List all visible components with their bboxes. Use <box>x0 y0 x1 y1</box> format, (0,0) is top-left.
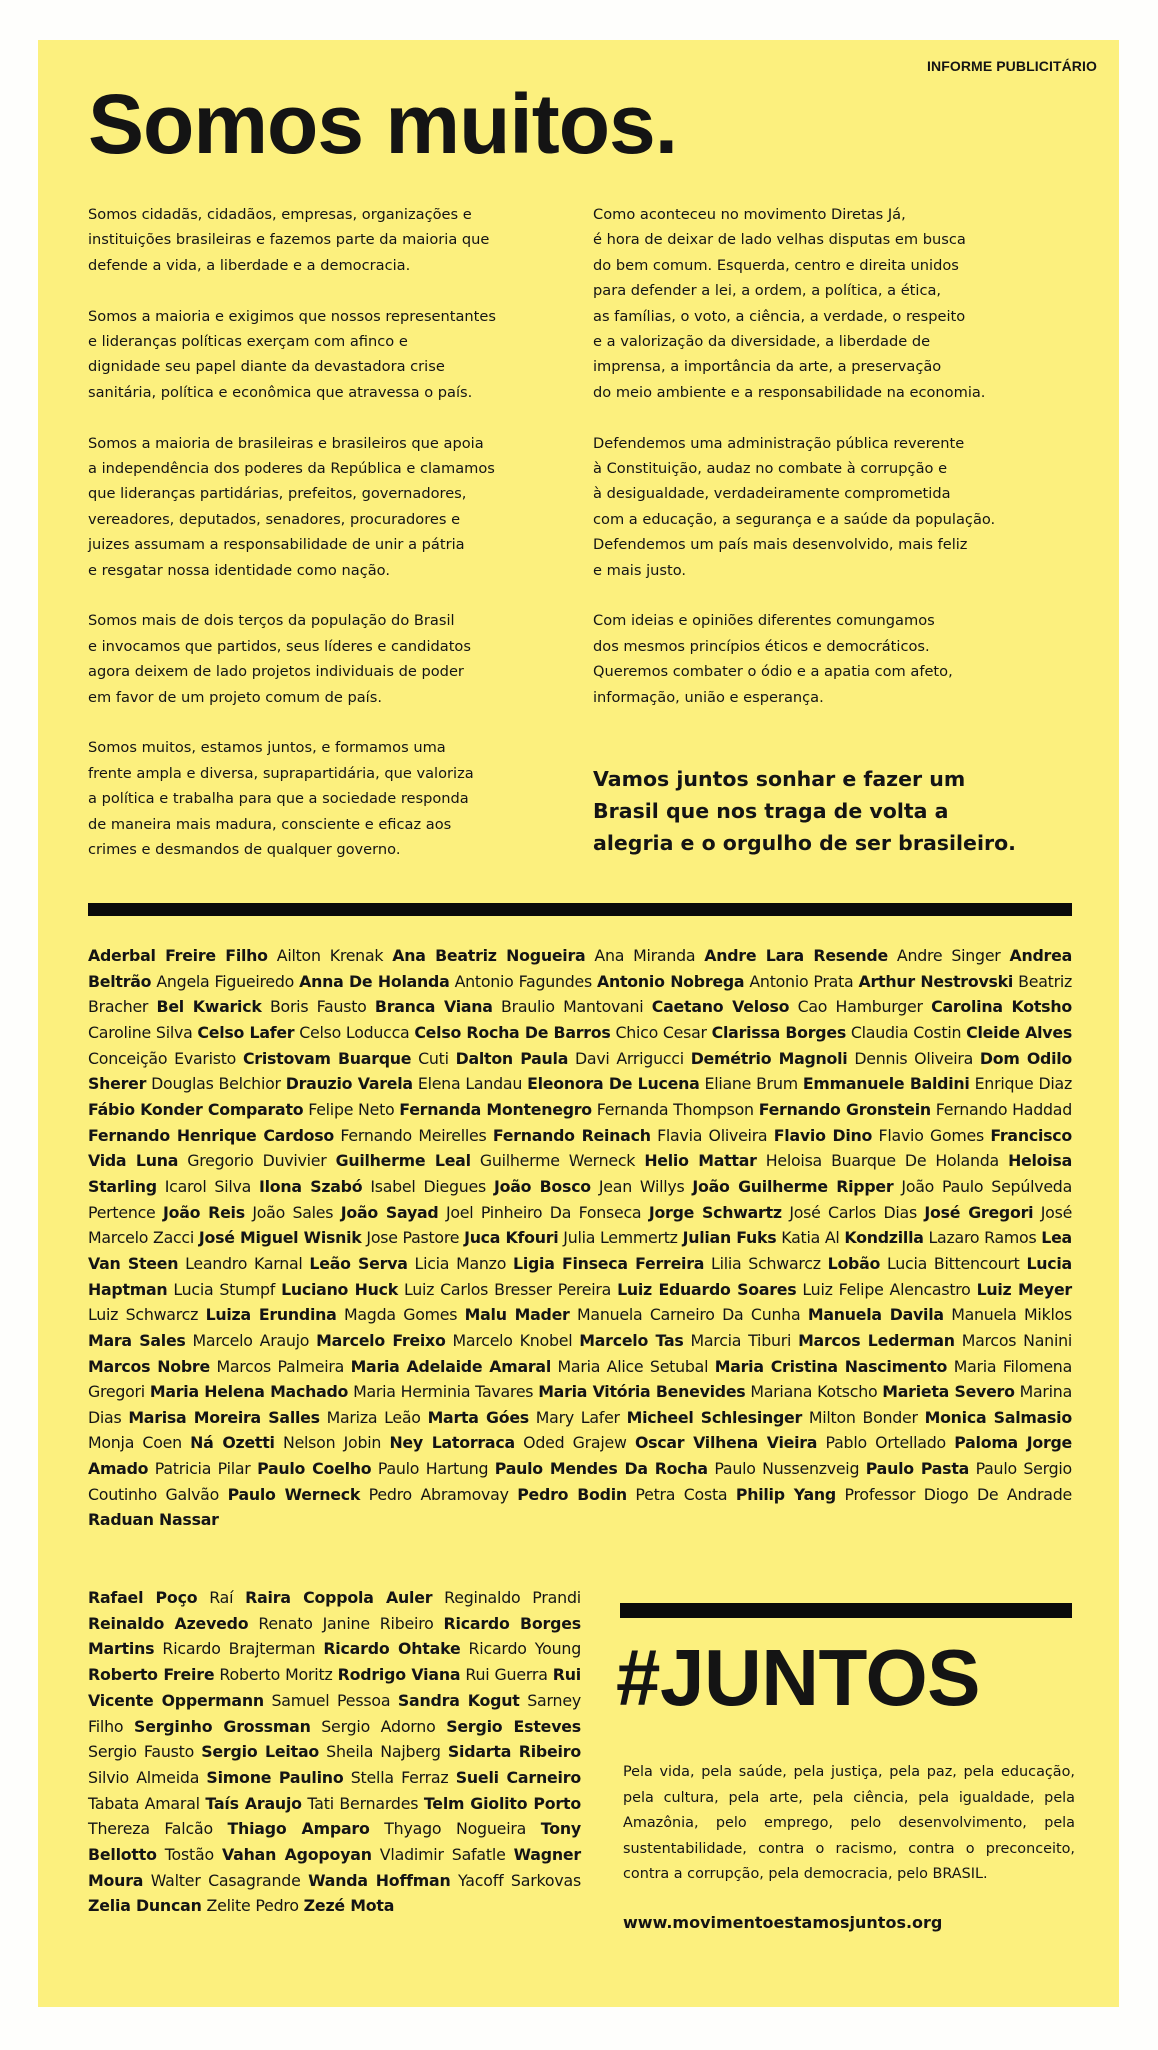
signatory-name: Marcelo Freixo <box>316 1330 446 1350</box>
signatory-name: Flavio Gomes <box>878 1125 984 1145</box>
signatory-name: Maria Herminia Tavares <box>353 1382 534 1402</box>
signatory-name: Andre Singer <box>896 946 1001 965</box>
signatory-name: Caroline Silva <box>88 1022 193 1042</box>
advertisement-page <box>38 40 1119 2007</box>
manifesto-paragraph: Somos a maioria de brasileiras e brasileiros que apoia a independência dos poderes da República e clamamos que lideranças partidárias, prefeitos, governadores, vereadores, deputados, senadores, procuradores e juizes assumam a responsabilidade de unir a pátria e resgatar nossa identidade como nação. <box>88 434 495 579</box>
signatory-name: Manuela Carneiro Da Cunha <box>577 1305 801 1325</box>
signatory-name: Thyago Nogueira <box>384 1819 527 1839</box>
signatory-name: Caetano Veloso <box>651 997 790 1017</box>
signatory-name: Paulo Nussenzveig <box>714 1459 860 1479</box>
signatory-name: Nelson Jobin <box>283 1433 382 1453</box>
signatory-name: Arthur Nestrovski <box>858 971 1014 991</box>
manifesto-paragraph: Somos mais de dois terços da população do Brasil e invocamos que partidos, seus líderes e candidatos agora deixem de lado projetos individuais de poder em favor de um projeto comum de país. <box>88 612 471 706</box>
signatory-name: José Gregori <box>924 1202 1034 1222</box>
signatory-name: Aderbal Freire Filho <box>88 946 268 965</box>
signatory-name: Telm Giolito Porto <box>423 1793 582 1813</box>
signatory-name: Wanda Hoffman <box>308 1870 451 1890</box>
signatory-name: Paulo Mendes Da Rocha <box>494 1459 708 1479</box>
signatory-name: Luiza Erundina <box>205 1305 337 1325</box>
signatory-name: Lea Van Steen <box>88 1228 1072 1273</box>
signatory-name: Sergio Fausto <box>88 1742 195 1762</box>
signatory-name: Philip Yang <box>735 1484 836 1504</box>
signatory-name: Taís Araujo <box>205 1793 302 1813</box>
signatory-name: Fernanda Montenegro <box>399 1099 592 1119</box>
signatory-name: Emmanuele Baldini <box>802 1074 970 1094</box>
signatory-name: Eleonora De Lucena <box>527 1074 700 1094</box>
signatory-name: Fernando Haddad <box>935 1099 1073 1119</box>
manifesto-paragraph: Somos muitos, estamos juntos, e formamos uma frente ampla e diversa, suprapartidária, que valoriza a política e trabalha para que a sociedade responda de maneira mais madura, consciente e eficaz aos crimes e desmandos de qualquer governo. <box>88 739 474 859</box>
signatory-name: Guilherme Leal <box>335 1151 471 1171</box>
signatory-name: Fernando Gronstein <box>758 1099 931 1119</box>
signatory-name: Maria Vitória Benevides <box>538 1382 746 1402</box>
signatory-name: Maria Alice Setubal <box>557 1356 709 1376</box>
signatory-name: Milton Bonder <box>808 1407 918 1427</box>
signatory-name: Marcelo Knobel <box>452 1330 573 1350</box>
signatory-name: Elena Landau <box>417 1074 523 1094</box>
signatory-name: Reinaldo Azevedo <box>88 1613 249 1633</box>
signatories-list <box>88 943 1072 1533</box>
signatory-name: Dalton Paula <box>455 1048 569 1068</box>
closing-statement: Vamos juntos sonhar e fazer um Brasil que nos traga de volta a alegria e o orgulho de ser brasileiro. <box>593 767 1016 855</box>
signatory-name: Ney Latorraca <box>389 1433 515 1453</box>
signatory-name: Rafael Poço <box>88 1588 198 1607</box>
signatory-name: Zelia Duncan <box>88 1896 202 1916</box>
signatory-name: Marina Dias <box>88 1382 1072 1427</box>
signatory-name: Yacoff Sarkovas <box>458 1870 581 1890</box>
signatory-name: Ricardo Borges Martins <box>88 1613 581 1659</box>
signatory-name: Tabata Amaral <box>88 1793 200 1813</box>
signatory-name: Chico Cesar <box>615 1022 707 1042</box>
signatory-name: Celso Loducca <box>299 1022 410 1042</box>
signatory-name: José Marcelo Zacci <box>88 1202 1073 1248</box>
signatory-name: Mara Sales <box>88 1330 186 1350</box>
signatory-name: Ricardo Young <box>468 1639 582 1659</box>
signatory-name: Braulio Mantovani <box>501 997 644 1017</box>
signatory-name: Julia Lemmertz <box>563 1228 678 1248</box>
signatory-name: Paulo Sergio Coutinho Galvão <box>88 1459 1072 1504</box>
signatory-name: Lucia Stumpf <box>173 1279 276 1299</box>
signatory-name: Marcos Nobre <box>88 1356 210 1376</box>
signatory-name: Marcos Nanini <box>961 1330 1072 1350</box>
signatory-name: Flavio Dino <box>773 1125 873 1145</box>
signatory-name: Mary Lafer <box>535 1407 620 1427</box>
signatory-name: Joel Pinheiro Da Fonseca <box>445 1202 642 1222</box>
signatory-name: Maria Adelaide Amaral <box>350 1356 552 1376</box>
signatory-name: Fábio Konder Comparato <box>88 1099 304 1119</box>
signatory-name: Ana Beatriz Nogueira <box>392 946 586 965</box>
signatory-name: Reginaldo Prandi <box>444 1588 581 1607</box>
signatory-name: João Guilherme Ripper <box>692 1176 894 1196</box>
signatory-name: Roberto Freire <box>88 1665 215 1685</box>
signatory-name: Flavia Oliveira <box>657 1125 768 1145</box>
signatory-name: Marta Góes <box>427 1407 529 1427</box>
signatory-name: Cristovam Buarque <box>242 1048 412 1068</box>
signatory-name: Lazaro Ramos <box>928 1228 1037 1248</box>
signatory-name: Renato Janine Ribeiro <box>258 1613 434 1633</box>
signatory-name: Sergio Esteves <box>446 1716 582 1736</box>
signatory-name: Isabel Diegues <box>370 1176 486 1196</box>
signatory-name: João Reis <box>162 1202 245 1222</box>
signatory-name: Sarney Filho <box>88 1690 582 1736</box>
signatory-name: Branca Viana <box>374 997 493 1017</box>
signatory-name: Sergio Adorno <box>321 1716 436 1736</box>
manifesto-paragraph: Com ideias e opiniões diferentes comungamos dos mesmos princípios éticos e democráticos. Queremos combater o ódio e a apatia com afeto, informação, união e esperança. <box>593 612 953 706</box>
signatory-name: Mariza Leão <box>326 1407 421 1427</box>
signatory-name: José Carlos Dias <box>789 1202 917 1222</box>
signatory-name: Licia Manzo <box>414 1253 507 1273</box>
signatory-name: José Miguel Wisnik <box>198 1228 362 1248</box>
manifesto-paragraph: Defendemos uma administração pública reverente à Constituição, audaz no combate à corrupção e à desigualdade, verdadeiramente comprometida com a educação, a segurança e a saúde da população. Defendemos um país mais desenvolvido, mais feliz e mais justo. <box>593 434 996 579</box>
signatory-name: Magda Gomes <box>343 1305 458 1325</box>
signatory-name: João Paulo Sepúlveda Pertence <box>88 1176 1072 1222</box>
signatory-name: Antonio Nobrega <box>597 971 745 991</box>
signatory-name: Stella Ferraz <box>350 1767 449 1787</box>
signatory-name: João Bosco <box>493 1176 591 1196</box>
divider-bar <box>88 903 1072 916</box>
signatory-name: Ricardo Ohtake <box>323 1639 461 1659</box>
signatory-name: Davi Arrigucci <box>574 1048 684 1068</box>
signatory-name: Cao Hamburger <box>797 997 923 1017</box>
signatory-name: Gregorio Duvivier <box>187 1151 327 1171</box>
signatory-name: Serginho Grossman <box>134 1716 311 1736</box>
signatory-name: Walter Casagrande <box>150 1870 301 1890</box>
signatory-name: Anna De Holanda <box>299 971 450 991</box>
signatory-name: Ilona Szabó <box>258 1176 363 1196</box>
signatory-name: Raduan Nassar <box>88 1510 219 1530</box>
campaign-pledge: Pela vida, pela saúde, pela justiça, pela paz, pela educação, pela cultura, pela arte, pela ciência, pela igualdade, pela Amazônia, pelo emprego, pelo desenvolvimento, pela sustentabilidade, contra o racismo, contra o preconceito, contra a corrupção, pela democracia, pelo BRASIL. <box>623 1764 1075 1882</box>
signatory-name: Enrique Diaz <box>974 1074 1072 1094</box>
signatory-name: Lucia Haptman <box>88 1253 1072 1299</box>
signatory-name: Leandro Karnal <box>185 1253 303 1273</box>
signatory-name: Sueli Carneiro <box>455 1767 581 1787</box>
signatory-name: Thiago Amparo <box>227 1819 370 1839</box>
signatory-name: Manuela Davila <box>807 1305 944 1325</box>
signatory-name: Julian Fuks <box>682 1228 777 1248</box>
signatory-name: Demétrio Magnoli <box>690 1048 848 1068</box>
signatory-name: Maria Filomena Gregori <box>88 1356 1072 1402</box>
signatory-name: João Sayad <box>340 1202 439 1222</box>
campaign-url[interactable]: www.movimentoestamosjuntos.org <box>623 1913 943 1932</box>
signatory-name: Paulo Hartung <box>377 1459 489 1479</box>
signatory-name: Sidarta Ribeiro <box>447 1742 581 1762</box>
signatory-name: Monica Salmasio <box>924 1407 1072 1427</box>
signatory-name: Helio Mattar <box>644 1151 757 1171</box>
campaign-hashtag: #JUNTOS <box>616 1633 981 1722</box>
signatory-name: Ricardo Brajterman <box>162 1639 316 1659</box>
manifesto-right-column <box>593 202 1073 735</box>
signatory-name: Lilia Schwarcz <box>711 1253 821 1273</box>
advertorial-tag: INFORME PUBLICITÁRIO <box>927 58 1097 74</box>
signatory-name: Marcos Lederman <box>798 1330 955 1350</box>
signatory-name: Felipe Neto <box>308 1099 395 1119</box>
signatory-name: Marieta Severo <box>882 1382 1015 1402</box>
signatory-name: Eliane Brum <box>704 1074 798 1094</box>
hashtag-divider-bar <box>620 1603 1072 1618</box>
signatory-name: Boris Fausto <box>269 997 367 1017</box>
signatory-name: Katia Al <box>781 1228 840 1248</box>
signatory-name: Luciano Huck <box>281 1279 398 1299</box>
signatory-name: Ligia Finseca Ferreira <box>513 1253 705 1273</box>
signatory-name: Manuela Miklos <box>951 1305 1072 1325</box>
signatory-name: Angela Figueiredo <box>156 971 295 991</box>
signatories-list-continued <box>88 1585 581 1919</box>
manifesto-paragraph: Somos a maioria e exigimos que nossos representantes e lideranças políticas exerçam com afinco e dignidade seu papel diante da devastadora crise sanitária, política e econômica que atravessa o país. <box>88 307 496 401</box>
signatory-name: Zezé Mota <box>303 1896 395 1916</box>
signatory-name: Patricia Pilar <box>154 1459 251 1479</box>
signatory-name: Guilherme Werneck <box>479 1151 636 1171</box>
signatory-name: Rodrigo Viana <box>337 1665 461 1685</box>
manifesto-paragraph: Como aconteceu no movimento Diretas Já, é hora de deixar de lado velhas disputas em busca do bem comum. Esquerda, centro e direita unidos para defender a lei, a ordem, a política, a ética, as famílias, o voto, a ciência, a verdade, o respeito e a valorização da diversidade, a liberdade de imprensa, a importância da arte, a preservação do meio ambiente e a responsabilidade na economia. <box>593 206 986 401</box>
signatory-name: Dennis Oliveira <box>854 1048 974 1068</box>
signatory-name: Luiz Carlos Bresser Pereira <box>403 1279 612 1299</box>
manifesto-left-column <box>88 202 568 888</box>
signatory-name: Ailton Krenak <box>276 946 384 965</box>
signatory-name: Samuel Pessoa <box>271 1690 391 1710</box>
signatory-name: João Sales <box>252 1202 334 1222</box>
signatory-name: Fernando Henrique Cardoso <box>88 1125 335 1145</box>
signatory-name: Andrea Beltrão <box>88 946 1072 991</box>
signatory-name: Mariana Kotscho <box>750 1382 878 1402</box>
signatory-name: Zelite Pedro <box>206 1896 299 1916</box>
signatory-name: Douglas Belchior <box>151 1074 281 1094</box>
signatory-name: Cuti <box>418 1048 449 1068</box>
signatory-name: Conceição Evaristo <box>88 1048 237 1068</box>
signatory-name: Paulo Pasta <box>865 1459 970 1479</box>
signatory-name: Silvio Almeida <box>88 1767 200 1787</box>
signatory-name: Kondzilla <box>844 1228 924 1248</box>
signatory-name: Roberto Moritz <box>219 1665 333 1685</box>
signatory-name: Oscar Vilhena Vieira <box>634 1433 818 1453</box>
signatory-name: Rui Guerra <box>465 1665 548 1685</box>
signatory-name: Petra Costa <box>635 1484 728 1504</box>
signatory-name: Monja Coen <box>88 1433 182 1453</box>
signatory-name: Drauzio Varela <box>285 1074 413 1094</box>
signatory-name: Heloisa Buarque De Holanda <box>765 1151 999 1171</box>
signatory-name: Paulo Werneck <box>227 1484 361 1504</box>
signatory-name: Claudia Costin <box>850 1022 962 1042</box>
signatory-name: Marcia Tiburi <box>690 1330 792 1350</box>
signatory-name: Rui Vicente Oppermann <box>88 1665 581 1710</box>
signatory-name: Professor Diogo De Andrade <box>844 1484 1072 1504</box>
signatory-name: Simone Paulino <box>206 1767 344 1787</box>
signatory-name: Antonio Prata <box>749 971 854 991</box>
signatory-name: Francisco Vida Luna <box>88 1125 1072 1171</box>
signatory-name: Luiz Schwarcz <box>88 1305 199 1325</box>
signatory-name: Vladimir Safatle <box>379 1845 506 1865</box>
signatory-name: Raira Coppola Auler <box>245 1588 433 1607</box>
signatory-name: Sergio Leitao <box>201 1742 320 1762</box>
signatory-name: Jose Pastore <box>366 1228 460 1248</box>
signatory-name: Pablo Ortellado <box>825 1433 946 1453</box>
signatory-name: Dom Odilo Sherer <box>88 1048 1073 1094</box>
signatory-name: Malu Mader <box>464 1305 570 1325</box>
signatory-name: Pedro Bodin <box>517 1484 627 1504</box>
signatory-name: Clarissa Borges <box>711 1022 846 1042</box>
signatory-name: Paloma Jorge Amado <box>88 1433 1073 1479</box>
signatory-name: Oded Grajew <box>523 1433 627 1453</box>
signatory-name: Raí <box>209 1588 234 1607</box>
signatory-name: Marcelo Tas <box>579 1330 684 1350</box>
signatory-name: Tony Bellotto <box>88 1819 581 1865</box>
signatory-name: Vahan Agopoyan <box>222 1845 372 1865</box>
signatory-name: Jorge Schwartz <box>648 1202 782 1222</box>
signatory-name: Wagner Moura <box>88 1845 581 1890</box>
signatory-name: Tostão <box>164 1845 214 1865</box>
signatory-name: Marcelo Araujo <box>192 1330 310 1350</box>
signatory-name: Fernando Meirelles <box>340 1125 487 1145</box>
signatory-name: Fernanda Thompson <box>596 1099 754 1119</box>
signatory-name: Marcos Palmeira <box>216 1356 345 1376</box>
signatory-name: Paulo Coelho <box>257 1459 372 1479</box>
signatory-name: Celso Rocha De Barros <box>414 1022 611 1042</box>
signatory-name: Ná Ozetti <box>190 1433 275 1453</box>
signatory-name: Ana Miranda <box>594 946 696 965</box>
signatory-name: Andre Lara Resende <box>704 946 888 965</box>
signatory-name: Pedro Abramovay <box>368 1484 509 1504</box>
signatory-name: Jean Willys <box>598 1176 685 1196</box>
signatory-name: Icarol Silva <box>164 1176 251 1196</box>
signatory-name: Luiz Felipe Alencastro <box>802 1279 971 1299</box>
signatory-name: Maria Helena Machado <box>149 1382 349 1402</box>
signatory-name: Leão Serva <box>309 1253 408 1273</box>
signatory-name: Micheel Schlesinger <box>626 1407 803 1427</box>
page-title: Somos muitos. <box>88 77 678 171</box>
signatory-name: Heloisa Starling <box>88 1151 1072 1196</box>
signatory-name: Thereza Falcão <box>88 1819 213 1839</box>
signatory-name: Luiz Meyer <box>976 1279 1072 1299</box>
signatory-name: Lobão <box>827 1253 881 1273</box>
signatory-name: Sheila Najberg <box>326 1742 441 1762</box>
signatory-name: Bel Kwarick <box>156 997 262 1017</box>
signatory-name: Marisa Moreira Salles <box>128 1407 320 1427</box>
signatory-name: Beatriz Bracher <box>88 971 1072 1017</box>
signatory-name: Cleide Alves <box>966 1022 1072 1042</box>
signatory-name: Antonio Fagundes <box>454 971 592 991</box>
signatory-name: Tati Bernardes <box>307 1793 419 1813</box>
signatory-name: Sandra Kogut <box>397 1690 520 1710</box>
signatory-name: Carolina Kotsho <box>931 997 1072 1017</box>
signatory-name: Maria Cristina Nascimento <box>714 1356 948 1376</box>
signatory-name: Celso Lafer <box>197 1022 295 1042</box>
signatory-name: Lucia Bittencourt <box>887 1253 1020 1273</box>
signatory-name: Luiz Eduardo Soares <box>617 1279 797 1299</box>
manifesto-paragraph: Somos cidadãs, cidadãos, empresas, organizações e instituições brasileiras e fazemos parte da maioria que defende a vida, a liberdade e a democracia. <box>88 206 490 274</box>
signatory-name: Juca Kfouri <box>464 1228 559 1248</box>
signatory-name: Fernando Reinach <box>492 1125 651 1145</box>
